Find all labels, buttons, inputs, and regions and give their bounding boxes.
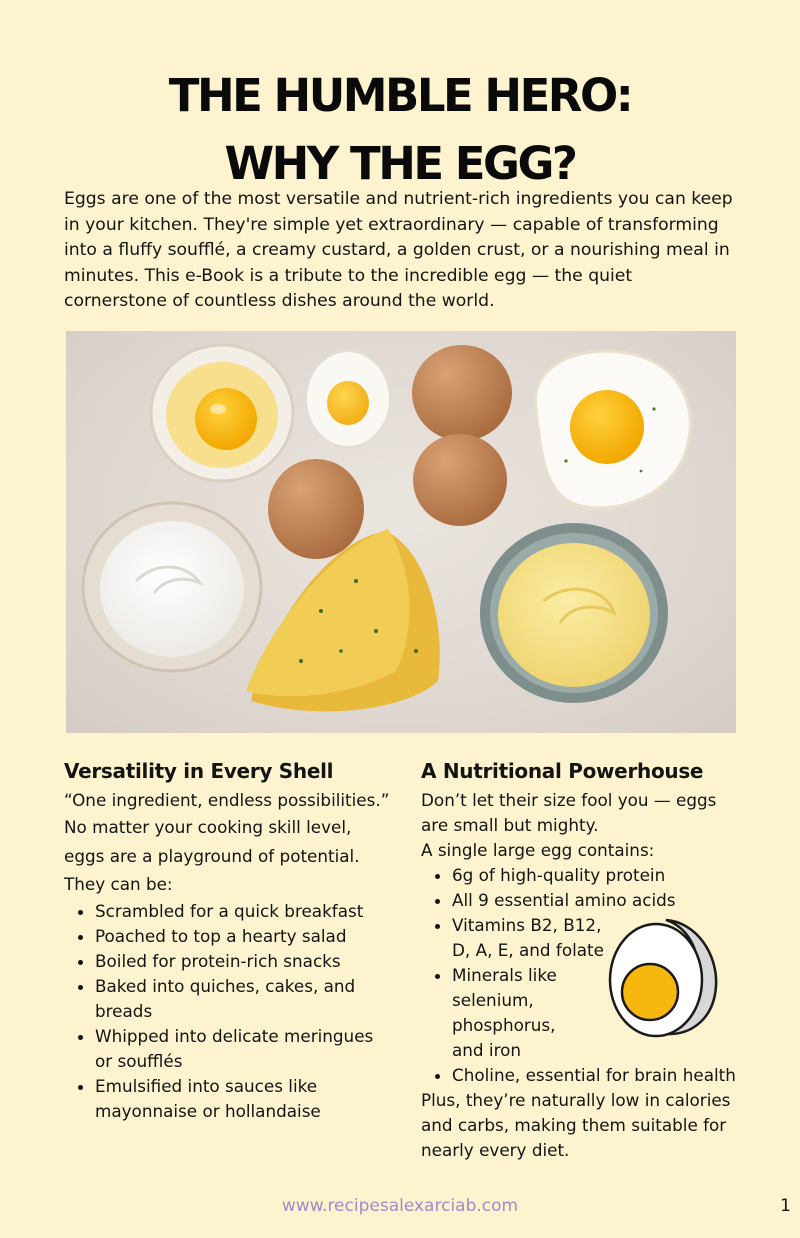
list-item: • Poached to top a hearty salad bbox=[95, 924, 394, 949]
list-item: • Choline, essential for brain health bbox=[452, 1063, 761, 1088]
list-item: • Whipped into delicate meringues or soufflés bbox=[95, 1024, 394, 1074]
list-item: • Minerals like selenium, phosphorus, and iron bbox=[452, 963, 572, 1063]
list-item: • 6g of high-quality protein bbox=[452, 863, 761, 888]
page-number: 1 bbox=[780, 1196, 791, 1216]
raw-egg-bowl-icon bbox=[151, 345, 293, 481]
halved-boiled-egg-icon bbox=[306, 351, 390, 447]
title-line-1: THE HUMBLE HERO: bbox=[168, 69, 632, 122]
list-item: • Vitamins B2, B12, D, A, E, and folate bbox=[452, 913, 612, 963]
list-item: • Boiled for protein-rich snacks bbox=[95, 949, 394, 974]
nutrition-lead: A single large egg contains: bbox=[421, 840, 655, 860]
whipped-cream-bowl-icon bbox=[83, 503, 261, 671]
egg-dishes-photo bbox=[66, 331, 736, 733]
title-line-2: WHY THE EGG? bbox=[224, 137, 576, 190]
nutrition-heading: A Nutritional Powerhouse bbox=[421, 759, 704, 783]
brown-egg-icon bbox=[268, 345, 512, 559]
list-item: • Baked into quiches, cakes, and breads bbox=[95, 974, 394, 1024]
list-item: • Emulsified into sauces like mayonnaise or hollandaise bbox=[95, 1074, 394, 1124]
fried-egg-icon bbox=[535, 351, 690, 508]
list-item: • Scrambled for a quick breakfast bbox=[95, 899, 394, 924]
omelette-icon bbox=[246, 529, 440, 711]
footer-link[interactable]: www.recipesalexarciab.com bbox=[281, 1196, 519, 1216]
custard-bowl-icon bbox=[480, 523, 668, 703]
sliced-egg-icon bbox=[606, 914, 720, 1040]
versatility-quote: “One ingredient, endless possibilities.” bbox=[64, 790, 390, 810]
intro-paragraph: Eggs are one of the most versatile and nutrient-rich ingredients you can keep in your kitchen. They're simple yet extraordinary — capable of transforming into a fluffy soufflé, a creamy custard, a golden crust, or a nourishing meal in minutes. This e-Book is a tribute to the incredible egg — the quiet cornerstone of countless dishes around the world. bbox=[64, 189, 733, 312]
versatility-section bbox=[64, 757, 394, 1124]
page-title bbox=[0, 62, 800, 198]
list-item: • All 9 essential amino acids bbox=[452, 888, 761, 913]
nutrition-intro: Don’t let their size fool you — eggs are small but mighty. bbox=[421, 790, 717, 835]
versatility-list bbox=[64, 899, 394, 1124]
versatility-heading: Versatility in Every Shell bbox=[64, 759, 334, 783]
nutrition-closing: Plus, they’re naturally low in calories and carbs, making them suitable for nearly every diet. bbox=[421, 1090, 731, 1160]
versatility-lead: No matter your cooking skill level, eggs are a playground of potential. They can be: bbox=[64, 817, 360, 894]
